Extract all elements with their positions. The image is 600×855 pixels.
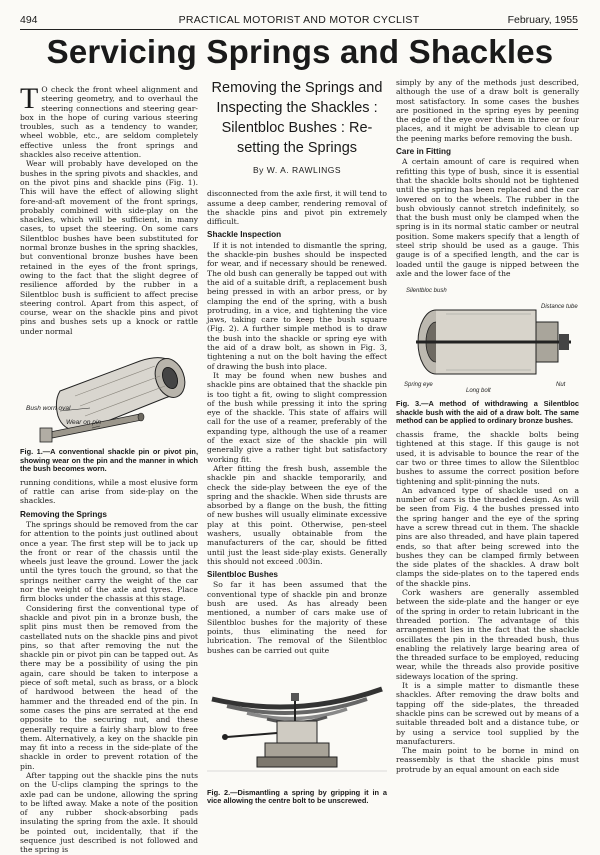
magazine-title: PRACTICAL MOTORIST AND MOTOR CYCLIST bbox=[178, 14, 420, 26]
issue-date: February, 1955 bbox=[507, 14, 578, 26]
heading-shackle-inspection: Shackle Inspection bbox=[207, 230, 282, 240]
drop-cap: T bbox=[20, 82, 39, 115]
paragraph: If it is not intended to dismantle the spring, the shackle-pin bushes should be inspected for wear, and if necessary should be renewed. The old bush can generally be tapped out with the aid of a suitable drift, a replacement bush being pressed in with an arbor press, or by clamping the end of the spring, with a bush protruding, in a vice, and tightening the vice jaws, taking care to keep the bush square (Fig. 2). A further simple method is to draw the bush into the shackle or spring eye with the aid of a draw bolt, as shown in Fig. 3, tightening a nut on the bolt having the effect of drawing the bush into place. bbox=[207, 240, 387, 371]
paragraph: It may be found when new bushes and shackle pins are obtained that the shackle pin is too tight a fit, owing to slight compression of the bush while pressing it into the spring eye of the shackle. This state of affairs will call for the use of a reamer, preferably of the expanding type, although the use of a reamer of the exact size of the shackle pin will generally give a rather tight but satisfactory working fit. bbox=[207, 370, 387, 464]
figure-1-shackle-pin bbox=[20, 336, 198, 446]
article-subtitle: Removing the Springs and Inspecting the Shackles : Silentbloc Bushes : Re- setting the Springs bbox=[211, 80, 383, 156]
paragraph: The springs should be removed from the car for attention to the points just outlined about once a year. The first step will be to jack up the front or rear of the chassis until the wheels just leave the ground. Lower the jack until the tyres touch the ground, so that the springs neither carry the weight of the car nor the weight of the axle and tyres. Place firm blocks under the chassis at this stage. bbox=[20, 519, 198, 604]
fig1-label-wear: Wear on pin bbox=[66, 419, 101, 427]
header-rule bbox=[20, 29, 578, 30]
paragraph: A certain amount of care is required when refitting this type of bush, since it is essential that the shackle bolts should not be tightened until the spring has been replaced and the car lowered on to the wheels. The rubber in the bush obviously cannot stretch indefinitely, so that the bush must only be clamped when the spring is in its normal static camber or neutral position. Some makers specify that a length of steel strip should be used as a gauge. This gauge is of a specified length, and the car is loaded until the gauge is nipped between the axle and the lower face of the bbox=[396, 157, 579, 278]
paragraph: After tapping out the shackle pins the nuts on the U-clips clamping the springs to the axle pad can be undone, allowing the spring to be lifted away. Make a note of the position of any rubber shock-absorbing pads insulating the spring from the axle. It should be pointed out, incidentally, that if the sequence just described is not followed and the spring is bbox=[20, 771, 198, 855]
paragraph: So far it has been assumed that the conventional type of shackle pin and bronze bush are used. As has already been mentioned, a number of cars make use of Silentbloc bushes for the majority of these points, thus eliminating the need for lubrication. The removal of the Silentbloc bushes can be carried out quite bbox=[207, 580, 387, 655]
column-1 bbox=[20, 82, 198, 855]
intro-paragraph: T O check the front wheel alignment and steering geometry, and to overhaul the steering connections and steering gear-box in the hope of curing various steering troubles, such as a tendency to wander, wheel wobble, etc., are seldom completely effective unless the front springs and shackles also receive attention. bbox=[20, 82, 198, 160]
heading-care-in-fitting: Care in Fitting bbox=[396, 147, 452, 157]
fig3-label-silentbloc: Silentbloc bush bbox=[406, 288, 447, 295]
byline: By W. A. RAWLINGS bbox=[252, 165, 341, 175]
column-2 bbox=[207, 78, 387, 810]
heading-silentbloc-bushes: Silentbloc Bushes bbox=[207, 570, 278, 580]
paragraph: Wear will probably have developed on the bushes in the spring pivots and shackles, and on the pivot pins and shackle pins (Fig. 1). This will have the effect of allowing slight fore-and-aft movement of the front springs, probably combined with side-play on the shackles, which will be sufficient, in many cases, to upset the steering. On some cars Silentbloc bushes have been substituted for normal bronze bushes in the spring shackles, but conventional bronze bushes have been retained in the eyes of the front springs, owing to the fact that the slight degree of resilience afforded by the rubber in a Silentbloc bush is sufficient to affect precise steering control. Apart from this aspect, of course, wear on the shackle pins and pivot pins and bushes sets up a knock or rattle under normal bbox=[20, 159, 198, 336]
paragraph: chassis frame, the shackle bolts being tightened at this stage. If this gauge is not used, it is advisable to bounce the rear of the car two or three times to allow the Silentbloc bushes to assume the correct position before tightening and split-pinning the nuts. bbox=[396, 430, 579, 486]
fig3-label-long-bolt: Long bolt bbox=[466, 388, 491, 395]
page-number: 494 bbox=[20, 14, 38, 26]
figure-3-draw-bolt bbox=[396, 282, 579, 398]
paragraph: simply by any of the methods just described, although the use of a draw bolt is generally most satisfactory. In some cases the bushes are positioned in the spring eyes by peening the edge of the eye over them in three or four places, and it might be advisable to clean up the peening marks before removing the bush. bbox=[396, 78, 579, 143]
figure-2-caption: Fig. 2.—Dismantling a spring by gripping it in a vice allowing the centre bolt to be unscrewed. bbox=[207, 787, 387, 806]
paragraph: The main point to be borne in mind on reassembly is that the shackle pins must protrude by an equal amount on each side bbox=[396, 746, 579, 774]
figure-3-caption: Fig. 3.—A method of withdrawing a Silentbloc shackle bush with the aid of a draw bolt. The same method can be applied to ordinary bronze bushes. bbox=[396, 399, 579, 426]
paragraph: running conditions, while a most elusive form of rattle can arise from side-play on the shackles. bbox=[20, 477, 198, 506]
paragraph: It is a simple matter to dismantle these shackles. After removing the draw bolts and tapping off the side-plates, the threaded shackle pins can be screwed out by means of a suitable threaded bolt and a distance tube, or by using a service tool supplied by the manufacturers. bbox=[396, 681, 579, 746]
fig3-label-nut: Nut bbox=[556, 382, 566, 389]
paragraph: After fitting the fresh bush, assemble the shackle pin and shackle temporarily, and check the side-play between the eye of the spring and the shackle. When side thrusts are absorbed by a flange on the bush, the fitting of new bushes will usually eliminate excessive play at this point. Otherwise, pen-steel washers, usually obtainable from the manufacturers of the car, should be fitted until just the least side-play exists. Generally this should not exceed .003in. bbox=[207, 463, 387, 566]
paragraph: disconnected from the axle first, it will tend to assume a deep camber, rendering removal of the shackle pins and pivot pin extremely difficult. bbox=[207, 189, 387, 227]
fig3-label-spring-eye: Spring eye bbox=[404, 382, 433, 389]
fig3-label-distance: Distance tube bbox=[541, 304, 578, 311]
figure-1-caption: Fig. 1.—A conventional shackle pin or pivot pin, showing wear on the pin and the manner in which the bush becomes worn. bbox=[20, 447, 198, 474]
fig1-label-bush: Bush worn oval bbox=[26, 405, 71, 413]
figure-2-vice bbox=[207, 659, 387, 787]
page-header bbox=[20, 14, 578, 28]
heading-removing-springs: Removing the Springs bbox=[20, 509, 107, 519]
paragraph: Cork washers are generally assembled between the side-plate and the hanger or eye of the spring in order to retain lubricant in the threaded portion. The advantage of this arrangement lies in the fact that the shackle oscillates the pin in the threaded bush, thus enabling the relatively large bearing area of the threaded surface to be employed, reducing wear, while the threads also provide positive sideways location of the spring. bbox=[396, 588, 579, 681]
paragraph: Considering first the conventional type of shackle and pivot pin in a bronze bush, the split pins must then be removed from the castellated nuts on the shackle pins and pivot pins, so that after removing the nut the shackle pin or pivot pin can be tapped out. As there may be a possibility of using the pin again, care should be taken to interpose a piece of soft metal, such as brass, or a block of hardwood between the head of the hammer and the threaded end of the pin. In some cases the pins are serrated at the end opposite to the securing nut, and these generally require a fairly sharp blow to free them. Alternatively, a key on the shackle pin may fit into a recess in the side-plate of the shackle in order to prevent rotation of the pin. bbox=[20, 603, 198, 771]
paragraph: An advanced type of shackle used on a number of cars is the threaded design. As will be seen from Fig. 4 the bushes pressed into the spring hanger and the eye of the spring have a screw thread cut in them. The shackle pins are also threaded, and have plain tapered ends, so that after being screwed into the bushes they can be clamped firmly between the side plates of the shackles. A draw bolt clamps the side-plates on to the tapered ends of the shackle pins. bbox=[396, 485, 579, 588]
column-3 bbox=[396, 78, 579, 774]
article-title: Servicing Springs and Shackles bbox=[46, 33, 554, 70]
